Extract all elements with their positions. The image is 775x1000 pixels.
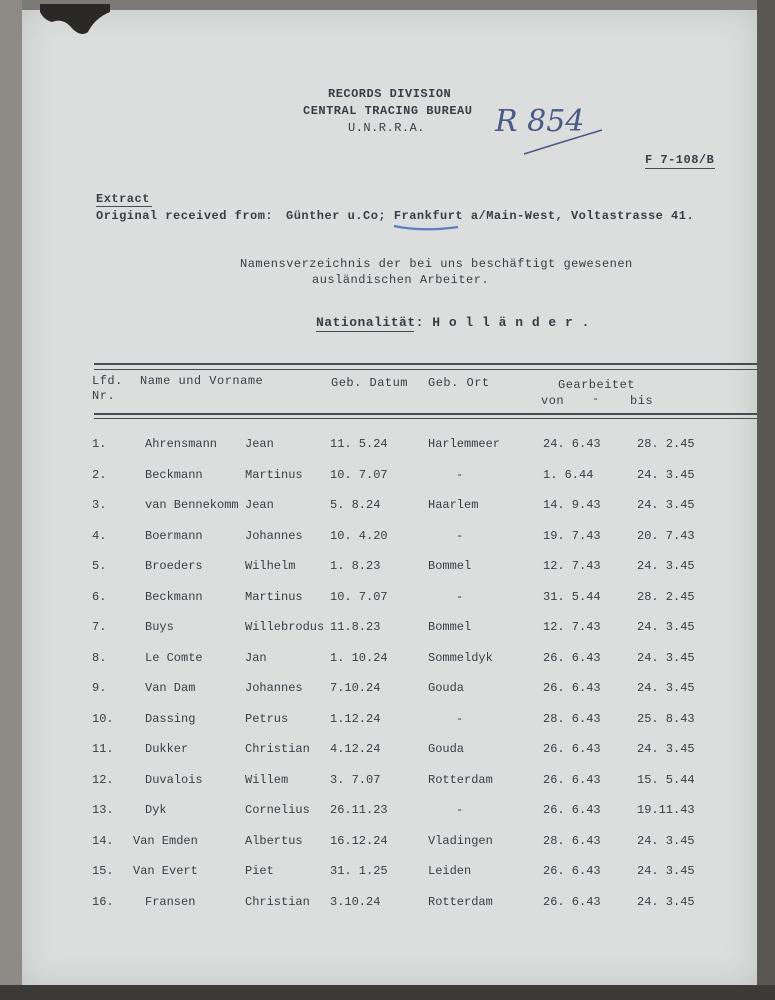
- row-firstname: Albertus: [245, 833, 303, 848]
- row-birth-date: 10. 4.20: [330, 528, 388, 543]
- original-received-value: Günther u.Co; Frankfurt a/Main-West, Voltastrasse 41.: [286, 209, 695, 223]
- row-birth-place: Bommel: [428, 559, 472, 573]
- column-header-name: Name und Vorname: [140, 374, 264, 388]
- row-worked-to: 24. 3.45: [637, 894, 695, 909]
- file-reference-underline: [645, 168, 715, 169]
- row-firstname: Johannes: [245, 528, 303, 543]
- nationality-heading: Nationalität: H o l l ä n d e r .: [316, 315, 590, 330]
- row-surname: Van Dam: [145, 681, 196, 695]
- row-birth-place: Gouda: [428, 681, 465, 695]
- row-firstname: Piet: [245, 864, 274, 878]
- blue-pencil-mark-icon: [392, 222, 462, 232]
- column-header-bis: bis: [630, 394, 654, 408]
- row-worked-from: 26. 6.43: [543, 864, 601, 878]
- row-birth-date: 4.12.24: [330, 742, 381, 756]
- row-firstname: Christian: [245, 742, 310, 756]
- row-worked-from: 26. 6.43: [543, 650, 601, 665]
- row-worked-from: 14. 9.43: [543, 498, 601, 512]
- header-central-tracing-bureau: CENTRAL TRACING BUREAU: [303, 104, 473, 118]
- extract-title: Extract: [96, 192, 150, 206]
- file-reference: F 7-108/B: [645, 153, 715, 167]
- column-header-geb-ort: Geb. Ort: [428, 376, 490, 390]
- row-birth-date: 11. 5.24: [330, 437, 388, 451]
- torn-corner-icon: [40, 4, 110, 40]
- row-number: 3.: [92, 498, 107, 512]
- row-worked-to: 24. 3.45: [637, 498, 695, 512]
- row-surname: Dyk: [145, 803, 167, 817]
- row-worked-from: 26. 6.43: [543, 894, 601, 909]
- row-number: 11.: [92, 742, 114, 756]
- row-surname: Van Emden: [133, 833, 198, 848]
- row-surname: Boermann: [145, 528, 203, 543]
- row-worked-from: 28. 6.43: [543, 833, 601, 848]
- row-number: 7.: [92, 620, 107, 634]
- row-number: 6.: [92, 589, 107, 604]
- scan-border-top: [0, 0, 775, 10]
- row-birth-place: -: [456, 528, 464, 543]
- original-received-label: Original received from:: [96, 209, 274, 223]
- row-number: 4.: [92, 528, 107, 543]
- row-birth-place: Bommel: [428, 620, 472, 634]
- row-worked-from: 12. 7.43: [543, 559, 601, 573]
- row-birth-place: Rotterdam: [428, 772, 493, 787]
- nationality-underline: [316, 331, 414, 332]
- row-worked-to: 24. 3.45: [637, 681, 695, 695]
- row-number: 2.: [92, 467, 107, 482]
- row-surname: Duvalois: [145, 772, 203, 787]
- row-worked-to: 24. 3.45: [637, 559, 695, 573]
- row-worked-from: 31. 5.44: [543, 589, 601, 604]
- scan-border-left: [0, 0, 22, 1000]
- row-worked-from: 26. 6.43: [543, 742, 601, 756]
- row-worked-to: 19.11.43: [637, 803, 695, 817]
- row-number: 10.: [92, 711, 114, 726]
- row-birth-date: 11.8.23: [330, 620, 381, 634]
- list-title-line2: ausländischen Arbeiter.: [312, 273, 490, 287]
- row-birth-date: 31. 1.25: [330, 864, 388, 878]
- row-birth-date: 3. 7.07: [330, 772, 381, 787]
- row-worked-to: 24. 3.45: [637, 833, 695, 848]
- list-title-line1: Namensverzeichnis der bei uns beschäftigt gewesenen: [240, 257, 633, 271]
- row-worked-to: 25. 8.43: [637, 711, 695, 726]
- column-header-lfd: Lfd.: [92, 374, 123, 388]
- row-firstname: Jan: [245, 650, 267, 665]
- row-surname: Fransen: [145, 894, 196, 909]
- column-header-nr: Nr.: [92, 389, 116, 403]
- row-birth-place: -: [456, 711, 464, 726]
- row-firstname: Willem: [245, 772, 289, 787]
- table-header-rule-2: [94, 418, 757, 419]
- table-top-rule-2: [94, 369, 757, 370]
- row-number: 5.: [92, 559, 107, 573]
- row-birth-place: Vladingen: [428, 833, 493, 848]
- row-surname: Beckmann: [145, 467, 203, 482]
- row-worked-from: 26. 6.43: [543, 681, 601, 695]
- row-firstname: Wilhelm: [245, 559, 296, 573]
- row-firstname: Christian: [245, 894, 310, 909]
- row-birth-place: Harlemmeer: [428, 437, 501, 451]
- column-header-dash: -: [592, 392, 600, 406]
- row-firstname: Jean: [245, 498, 274, 512]
- row-birth-date: 1.12.24: [330, 711, 381, 726]
- row-birth-place: Sommeldyk: [428, 650, 493, 665]
- row-surname: Dukker: [145, 742, 189, 756]
- handwritten-underline-icon: [522, 128, 604, 158]
- row-worked-to: 20. 7.43: [637, 528, 695, 543]
- row-surname: Van Evert: [133, 864, 198, 878]
- row-birth-place: -: [456, 803, 464, 817]
- row-worked-from: 24. 6.43: [543, 437, 601, 451]
- row-birth-date: 1. 8.23: [330, 559, 381, 573]
- table-header-rule: [94, 413, 757, 415]
- row-firstname: Martinus: [245, 589, 303, 604]
- row-birth-place: Haarlem: [428, 498, 479, 512]
- row-worked-to: 28. 2.45: [637, 589, 695, 604]
- row-number: 14.: [92, 833, 114, 848]
- row-birth-date: 10. 7.07: [330, 589, 388, 604]
- row-number: 1.: [92, 437, 107, 451]
- row-surname: Ahrensmann: [145, 437, 218, 451]
- row-number: 9.: [92, 681, 107, 695]
- row-worked-from: 26. 6.43: [543, 803, 601, 817]
- row-birth-place: -: [456, 467, 464, 482]
- column-header-geb-datum: Geb. Datum: [331, 376, 409, 390]
- column-header-von: von: [541, 394, 565, 408]
- scan-border-right: [757, 0, 775, 1000]
- row-firstname: Cornelius: [245, 803, 310, 817]
- row-surname: Le Comte: [145, 650, 203, 665]
- row-worked-from: 12. 7.43: [543, 620, 601, 634]
- row-worked-to: 24. 3.45: [637, 742, 695, 756]
- table-top-rule: [94, 363, 757, 365]
- row-number: 15.: [92, 864, 114, 878]
- row-surname: Buys: [145, 620, 174, 634]
- row-firstname: Johannes: [245, 681, 303, 695]
- row-surname: Beckmann: [145, 589, 203, 604]
- row-firstname: Jean: [245, 437, 274, 451]
- row-number: 12.: [92, 772, 114, 787]
- row-worked-to: 15. 5.44: [637, 772, 695, 787]
- row-birth-place: -: [456, 589, 464, 604]
- header-unrra: U.N.R.R.A.: [348, 121, 426, 135]
- row-birth-date: 3.10.24: [330, 894, 381, 909]
- row-birth-place: Gouda: [428, 742, 465, 756]
- handwritten-reference: R 854: [495, 104, 585, 139]
- row-birth-place: Leiden: [428, 864, 472, 878]
- row-worked-to: 24. 3.45: [637, 864, 695, 878]
- row-birth-place: Rotterdam: [428, 894, 493, 909]
- row-birth-date: 5. 8.24: [330, 498, 381, 512]
- row-firstname: Petrus: [245, 711, 289, 726]
- row-worked-from: 19. 7.43: [543, 528, 601, 543]
- row-surname: Broeders: [145, 559, 203, 573]
- header-records-division: RECORDS DIVISION: [328, 87, 452, 101]
- row-worked-to: 24. 3.45: [637, 620, 695, 634]
- extract-title-underline: [96, 206, 152, 207]
- row-birth-date: 26.11.23: [330, 803, 388, 817]
- row-worked-to: 24. 3.45: [637, 467, 695, 482]
- row-worked-from: 26. 6.43: [543, 772, 601, 787]
- row-number: 16.: [92, 894, 114, 909]
- row-birth-date: 10. 7.07: [330, 467, 388, 482]
- scan-border-bottom: [0, 985, 775, 1000]
- row-surname: Dassing: [145, 711, 196, 726]
- row-birth-date: 7.10.24: [330, 681, 381, 695]
- row-number: 8.: [92, 650, 107, 665]
- row-number: 13.: [92, 803, 114, 817]
- row-worked-from: 1. 6.44: [543, 467, 594, 482]
- row-worked-to: 24. 3.45: [637, 650, 695, 665]
- column-header-gearbeitet: Gearbeitet: [558, 378, 636, 392]
- row-birth-date: 16.12.24: [330, 833, 388, 848]
- row-surname: van Bennekomm: [145, 498, 239, 512]
- row-worked-from: 28. 6.43: [543, 711, 601, 726]
- row-birth-date: 1. 10.24: [330, 650, 388, 665]
- row-firstname: Willebrodus: [245, 620, 325, 634]
- row-worked-to: 28. 2.45: [637, 437, 695, 451]
- row-firstname: Martinus: [245, 467, 303, 482]
